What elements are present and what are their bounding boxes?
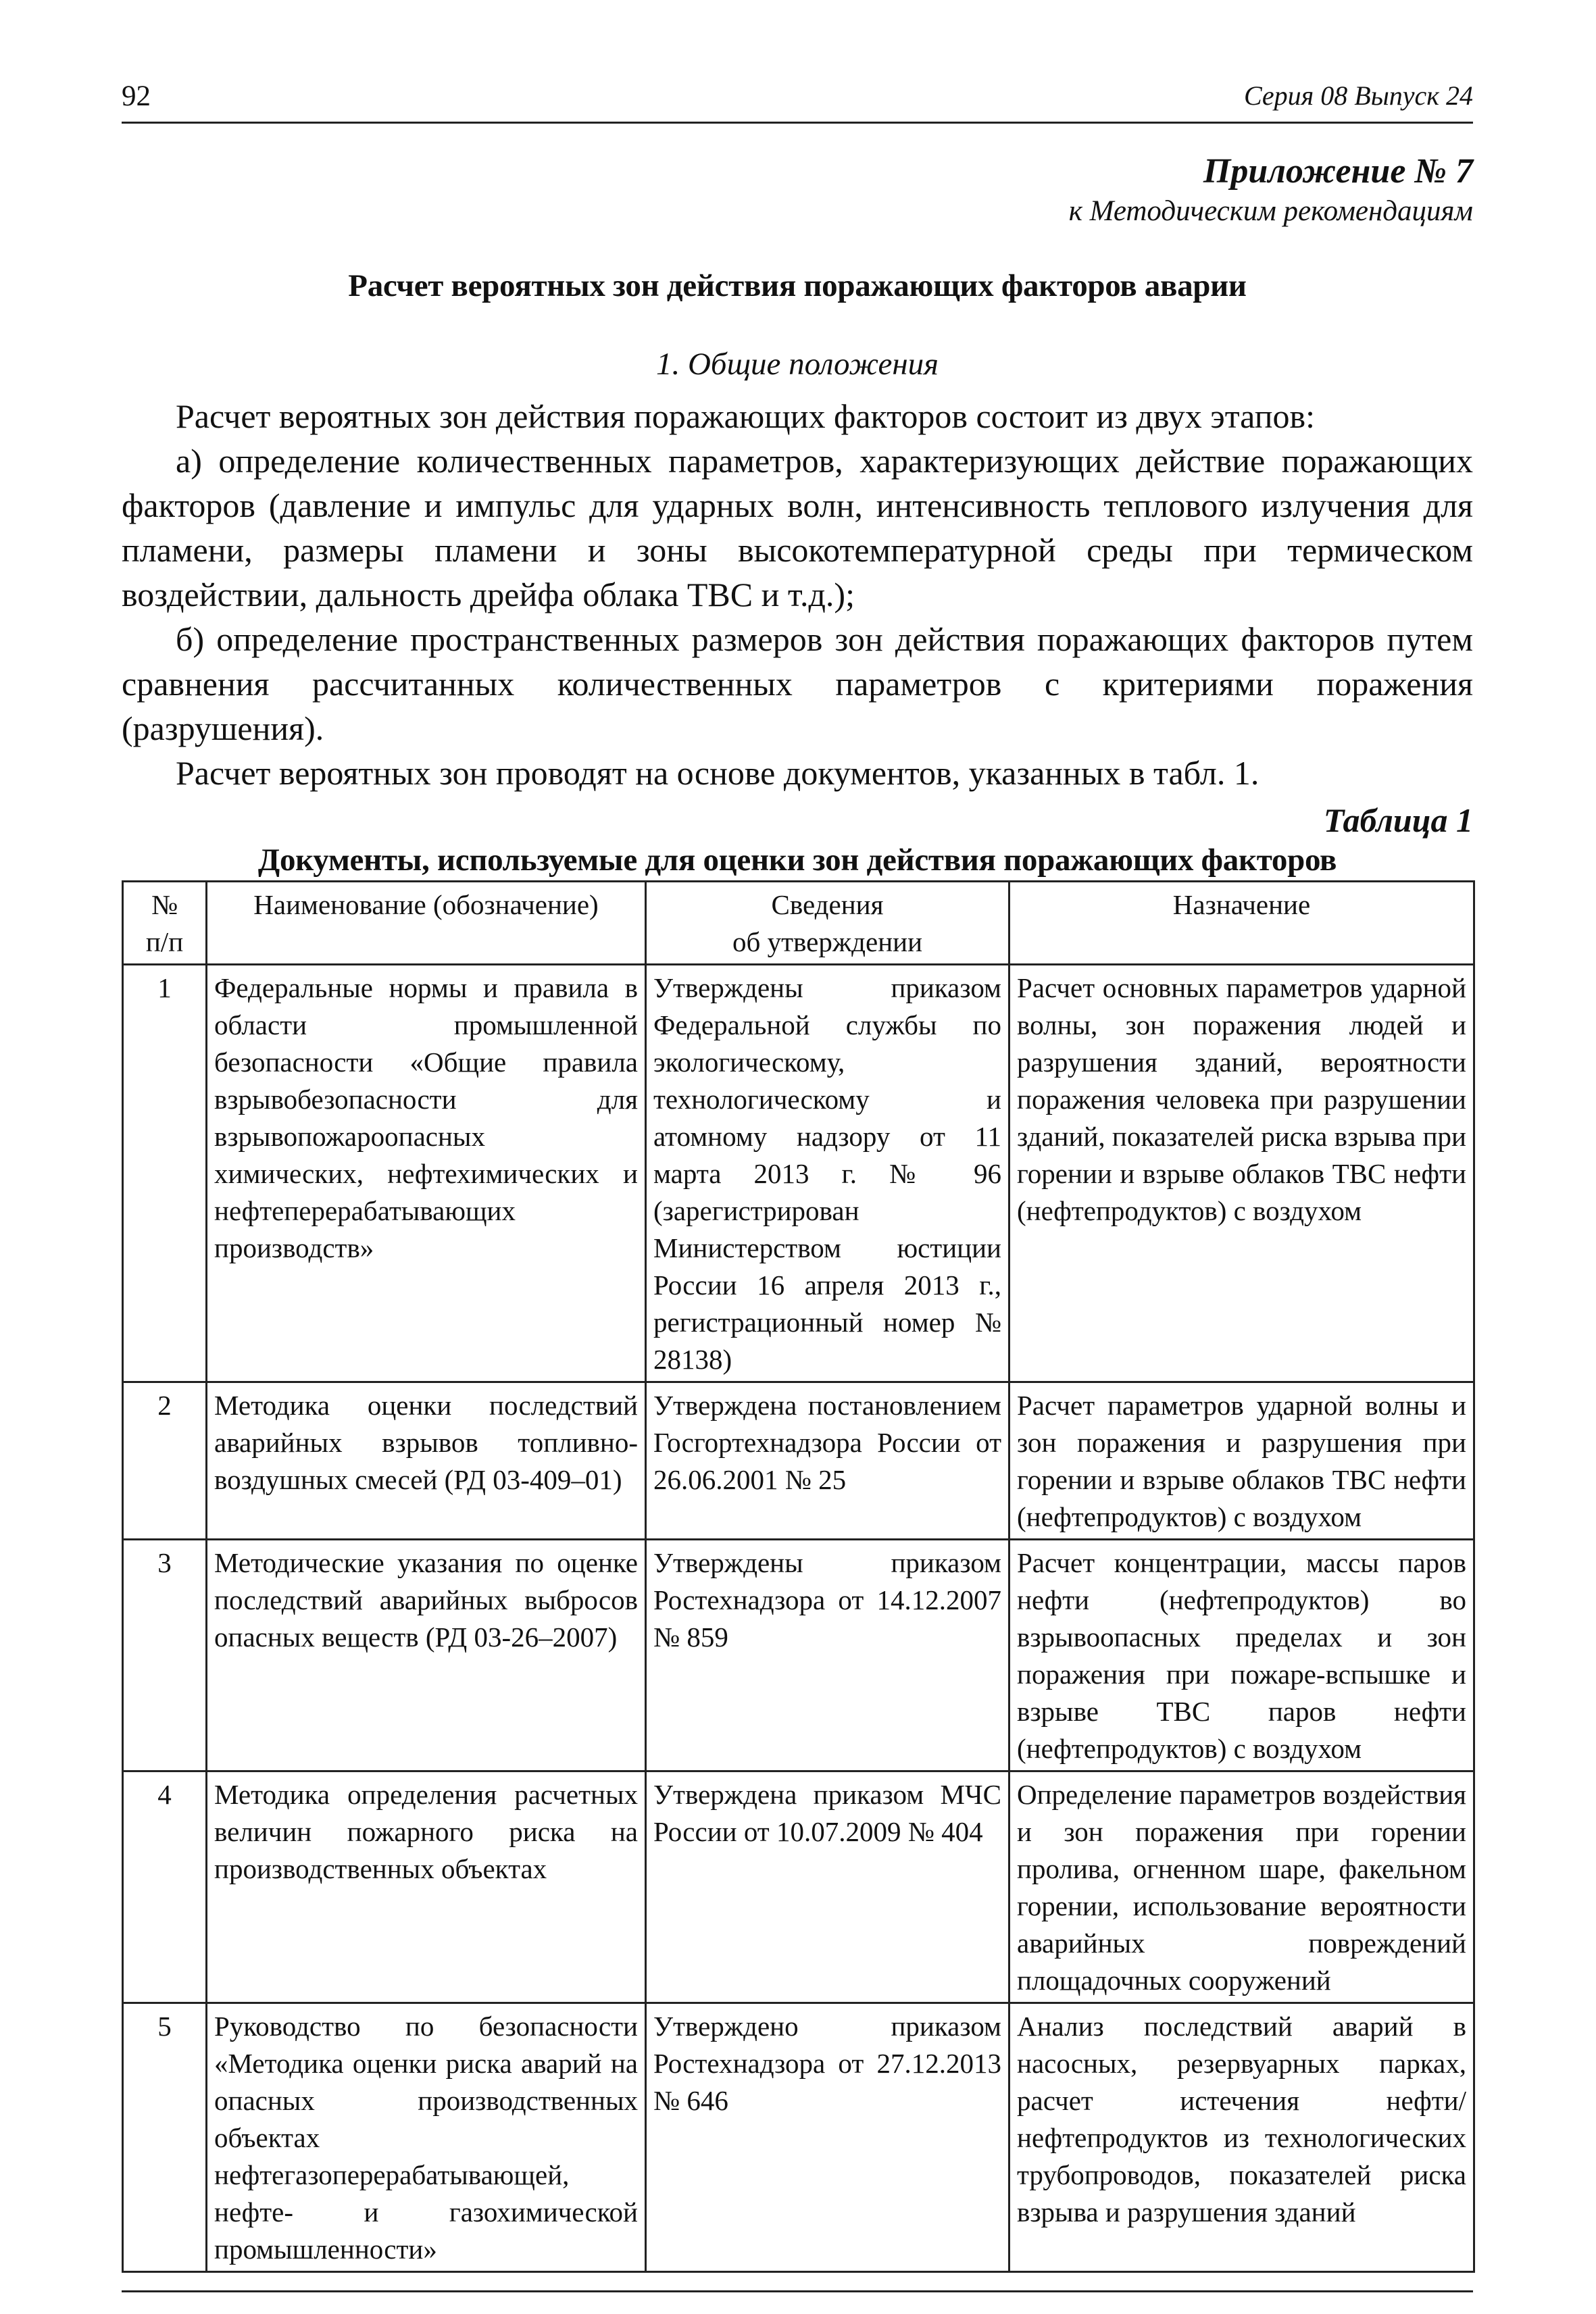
paragraph: Расчет вероятных зон проводят на основе документов, указанных в табл. 1. [176, 754, 1260, 792]
header-num-line1: № [151, 889, 178, 920]
row-number: 3 [123, 1540, 207, 1771]
row-number: 2 [123, 1382, 207, 1540]
table-row [123, 1771, 1474, 2003]
series-label: Серия 08 Выпуск 24 [1243, 80, 1473, 111]
row-number: 4 [123, 1771, 207, 2003]
table-row [123, 2003, 1474, 2272]
row-purpose: Определение параметров воздействия и зон поражения при горении пролива, огненном шаре, факельном горении, использование вероятности аварийных повреждений площадочных сооружений [1009, 1771, 1474, 2003]
header-approval-line2: об утверждении [732, 926, 923, 957]
row-name: Руководство по безопасности «Методика оценки риска аварий на опасных производственных объектах нефтегазоперерабатывающей, нефте- и газохимической промышленности» [207, 2003, 646, 2272]
table-row [123, 1382, 1474, 1540]
table-row [123, 965, 1474, 1382]
row-name: Методика определения расчетных величин пожарного риска на производственных объектах [207, 1771, 646, 2003]
row-number: 1 [123, 965, 207, 1382]
paragraph: а) определение количественных параметров, характеризующих действие поражающих факторов (давление и импульс для ударных волн, интенсивность теплового излучения для пламени, размеры пламени и зоны высокотемпературной среды при термическом воздействии, дальность дрейфа облака ТВС и т.д.); [122, 442, 1473, 613]
row-approval: Утверждена постановлением Госгортехнадзора России от 26.06.2001 № 25 [646, 1382, 1009, 1540]
row-name: Методика оценки последствий аварийных взрывов топливно-воздушных смесей (РД 03-409–01) [207, 1382, 646, 1540]
header-num-line2: п/п [145, 926, 184, 957]
row-approval: Утверждено приказом Ростехнадзора от 27.12.2013 № 646 [646, 2003, 1009, 2272]
row-name: Федеральные нормы и правила в области промышленной безопасности «Общие правила взрывобезопасности для взрывопожароопасных химических, нефтехимических и нефтеперерабатывающих производств» [207, 965, 646, 1382]
row-approval: Утверждены приказом Ростехнадзора от 14.12.2007 № 859 [646, 1540, 1009, 1771]
row-number: 5 [123, 2003, 207, 2272]
row-approval: Утверждена приказом МЧС России от 10.07.2009 № 404 [646, 1771, 1009, 2003]
row-purpose: Анализ последствий аварий в насосных, резервуарных парках, расчет истечения нефти/нефтепродуктов из технологических трубопроводов, показателей риска взрыва и разрушения зданий [1009, 2003, 1474, 2272]
running-header [122, 80, 1473, 124]
header-approval-line1: Сведения [771, 889, 884, 920]
row-name: Методические указания по оценке последствий аварийных выбросов опасных веществ (РД 03-26–2007) [207, 1540, 646, 1771]
table-row [123, 1540, 1474, 1771]
row-purpose: Расчет основных параметров ударной волны, зон поражения людей и разрушения зданий, вероятности поражения человека при разрушении зданий, показателей риска взрыва при горении и взрыве облаков ТВС нефти (нефтепродуктов) с воздухом [1009, 965, 1474, 1382]
paragraph: Расчет вероятных зон действия поражающих факторов состоит из двух этапов: [176, 397, 1315, 435]
header-purpose: Назначение [1009, 882, 1474, 965]
documents-table [122, 880, 1475, 2273]
document-page [122, 80, 1473, 2292]
header-approval [646, 882, 1009, 965]
page-number: 92 [122, 80, 151, 112]
bottom-rule [122, 2290, 1473, 2292]
table-label: Таблица 1 [1323, 801, 1473, 839]
appendix-title: Приложение № 7 [1203, 152, 1473, 191]
header-num [123, 882, 207, 965]
header-name: Наименование (обозначение) [207, 882, 646, 965]
appendix-subtitle: к Методическим рекомендациям [1068, 195, 1473, 227]
row-purpose: Расчет концентрации, массы паров нефти (нефтепродуктов) во взрывоопасных пределах и зон поражения при пожаре-вспышке и взрыве ТВС паров нефти (нефтепродуктов) с воздухом [1009, 1540, 1474, 1771]
table-header-row [123, 882, 1474, 965]
section-title: 1. Общие положения [655, 347, 939, 382]
table-title: Документы, используемые для оценки зон действия поражающих факторов [257, 842, 1337, 878]
document-title: Расчет вероятных зон действия поражающих факторов аварии [348, 268, 1247, 303]
row-approval: Утверждены приказом Федеральной службы по экологическому, технологическому и атомному надзору от 11 марта 2013 г. № 96 (зарегистрирован Министерством юстиции России 16 апреля 2013 г., регистрационный номер № 28138) [646, 965, 1009, 1382]
row-purpose: Расчет параметров ударной волны и зон поражения и разрушения при горении и взрыве облаков ТВС нефти (нефтепродуктов) с воздухом [1009, 1382, 1474, 1540]
paragraph: б) определение пространственных размеров зон действия поражающих факторов путем сравнения рассчитанных количественных параметров с критериями поражения (разрушения). [122, 620, 1473, 747]
